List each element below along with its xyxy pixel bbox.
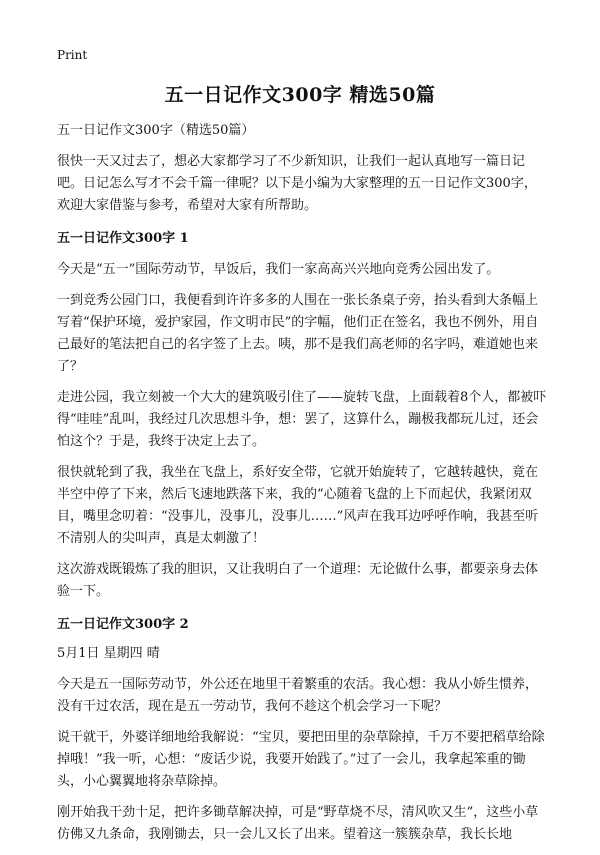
document-subtitle: 五一日记作文300字（精选50篇）	[57, 123, 255, 138]
document-body	[57, 122, 548, 855]
section-heading-1: 五一日记作文300字 1	[57, 231, 189, 246]
paragraph: 今天是五一国际劳动节，外公还在地里干着繁重的农活。我心想：我从小娇生惯养，没有干过农活，现在是五一劳动节，我何不趁这个机会学习一下呢？	[57, 677, 539, 714]
paragraph: 很快就轮到了我，我坐在飞盘上，系好安全带，它就开始旋转了，它越转越快，竟在半空中停了下来，然后飞速地跌落下来，我的“心随着飞盘的上下而起伏，我紧闭双目，嘴里念叨着：“没事儿，没事儿，没事儿……”风声在我耳边呼呼作响，我甚至听不清别人的尖叫声，真是太刺激了！	[57, 465, 539, 546]
paragraph: 刚开始我干劲十足，把许多锄草解决掉，可是“野草烧不尽，清风吹又生”，这些小草仿佛又九条命，我刚锄去，只一会儿又长了出来。望着这一簇簇杂草，我长长地	[57, 805, 539, 842]
paragraph: 今天是“五一”国际劳动节，早饭后，我们一家高高兴兴地向竞秀公园出发了。	[57, 262, 500, 277]
date-line: 5月1日 星期四 晴	[57, 646, 160, 661]
print-link[interactable]: Print	[57, 48, 88, 62]
paragraph: 走进公园，我立刻被一个大大的建筑吸引住了——旋转飞盘，上面载着8个人，都被吓得“哇哇”乱叫，我经过几次思想斗争，想：罢了，这算什么，蹦极我都玩儿过，还会怕这个？于是，我终于决定上去了。	[57, 390, 547, 449]
paragraph: 一到竞秀公园门口，我便看到许许多多的人围在一张长条桌子旁，抬头看到大条幅上写着“保护环境，爱护家园，作文明市民”的字幅，他们正在签名，我也不例外，用自己最好的笔法把自己的名字签了上去。咦，那不是我们高老师的名字吗，难道她也来了？	[57, 293, 539, 374]
intro-paragraph: 很快一天又过去了，想必大家都学习了不少新知识，让我们一起认真地写一篇日记吧。日记怎么写才不会千篇一律呢？以下是小编为大家整理的五一日记作文300字，欢迎大家借鉴与参考，希望对大家有所帮助。	[57, 154, 537, 213]
paragraph: 这次游戏既锻炼了我的胆识，又让我明白了一个道理：无论做什么事，都要亲身去体验一下。	[57, 562, 539, 599]
section-heading-2: 五一日记作文300字 2	[57, 617, 189, 632]
document-title: 五一日记作文300字 精选50篇	[164, 84, 436, 106]
paragraph: 说干就干，外婆详细地给我解说：“宝贝，要把田里的杂草除掉，千万不要把稻草给除掉哦！”我一听，心想：“废话少说，我要开始践了。”过了一会儿，我拿起笨重的锄头，小心翼翼地将杂草除掉。	[57, 730, 545, 789]
